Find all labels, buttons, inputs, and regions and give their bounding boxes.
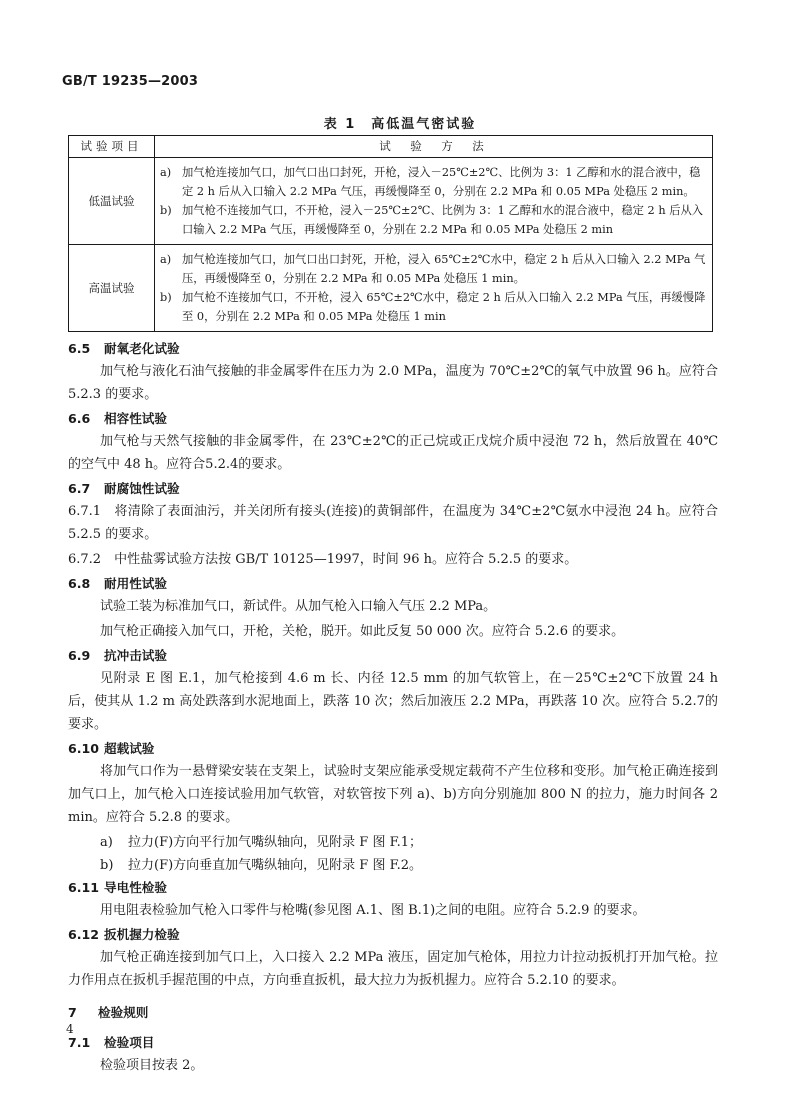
section-6-10 bbox=[68, 738, 718, 877]
method-mark: a) bbox=[160, 166, 172, 179]
col-header-method: 试 验 方 法 bbox=[155, 136, 713, 158]
method-text: 加气枪连接加气口，加气口出口封死，开枪，浸入 65℃±2℃水中，稳定 2 h 后从入口输入 2.2 MPa 气压，再缓慢降至 0，分别在 2.2 MPa 和 0.05 MPa 处稳压 1 min。 bbox=[182, 253, 706, 285]
section-title: 检验项目 bbox=[104, 1035, 155, 1050]
test-item-cell: 低温试验 bbox=[69, 158, 155, 245]
paragraph: 将加气口作为一悬臂梁安装在支架上，试验时支架应能承受规定载荷不产生位移和变形。加气枪正确连接到加气口上，加气枪入口连接试验用加气软管，对软管按下列 a)、b)方向分别施加 800 N 的拉力，施力时间各 2 min。应符合 5.2.8 的要求。 bbox=[68, 764, 718, 825]
paragraph bbox=[68, 500, 718, 546]
document-body bbox=[68, 338, 718, 1079]
section-heading bbox=[68, 408, 718, 430]
section-number: 6.6 bbox=[68, 411, 91, 426]
list-mark: a) bbox=[100, 835, 113, 850]
paragraph: 见附录 E 图 E.1，加气枪接到 4.6 m 长、内径 12.5 mm 的加气软管上，在－25℃±2℃下放置 24 h 后，使其从 1.2 m 高处跌落到水泥地面上，跌落 10 次；然后加液压 2.2 MPa，再跌落 10 次。应符合 5.2.7的要求。 bbox=[68, 671, 718, 732]
method-mark: b) bbox=[160, 204, 172, 217]
page-number: 4 bbox=[66, 1022, 74, 1036]
section-6-5 bbox=[68, 338, 718, 406]
test-item-cell: 高温试验 bbox=[69, 245, 155, 332]
section-heading bbox=[68, 877, 718, 899]
section-title: 耐腐蚀性试验 bbox=[104, 481, 180, 496]
list-text: 拉力(F)方向平行加气嘴纵轴向，见附录 F 图 F.1； bbox=[128, 835, 422, 850]
test-method-cell bbox=[155, 245, 713, 332]
section-title: 抗冲击试验 bbox=[104, 648, 167, 663]
table-1 bbox=[68, 135, 713, 332]
subsection-text: 将清除了表面油污，并关闭所有接头(连接)的黄铜部件，在温度为 34℃±2℃氨水中浸泡 24 h。应符合 5.2.5 的要求。 bbox=[68, 504, 718, 542]
section-number: 6.10 bbox=[68, 741, 100, 756]
list-item bbox=[68, 831, 718, 854]
section-number: 6.11 bbox=[68, 880, 100, 895]
section-heading bbox=[68, 645, 718, 667]
section-title: 扳机握力检验 bbox=[104, 927, 180, 942]
section-number: 6.8 bbox=[68, 576, 91, 591]
section-6-8 bbox=[68, 573, 718, 643]
chapter-title: 检验规则 bbox=[98, 1005, 149, 1020]
subsection-text: 中性盐雾试验方法按 GB/T 10125—1997，时间 96 h。应符合 5.2.5 的要求。 bbox=[114, 552, 578, 567]
section-number: 6.7 bbox=[68, 481, 91, 496]
section-number: 7.1 bbox=[68, 1035, 91, 1050]
standard-header: GB/T 19235—2003 bbox=[62, 74, 199, 89]
section-6-11 bbox=[68, 877, 718, 922]
subsection-number: 6.7.1 bbox=[68, 504, 102, 519]
paragraph: 加气枪与天然气接触的非金属零件，在 23℃±2℃的正己烷或正戊烷介质中浸泡 72 h，然后放置在 40℃的空气中 48 h。应符合5.2.4的要求。 bbox=[68, 434, 718, 472]
method-text: 加气枪连接加气口，加气口出口封死，开枪，浸入－25℃±2℃、比例为 3：1 乙醇和水的混合液中，稳定 2 h 后从入口输入 2.2 MPa 气压，再缓慢降至 0，分别在 2.2 MPa 和 0.05 MPa 处稳压 2 min。 bbox=[182, 166, 701, 198]
method-text: 加气枪不连接加气口，不开枪，浸入－25℃±2℃、比例为 3：1 乙醇和水的混合液中，稳定 2 h 后从入口输入 2.2 MPa 气压，再缓慢降至 0，分别在 2.2 MPa 和 0.05 MPa 处稳压 2 min bbox=[182, 204, 704, 236]
paragraph: 检验项目按表 2。 bbox=[100, 1058, 204, 1073]
paragraph: 加气枪正确连接到加气口上，入口接入 2.2 MPa 液压，固定加气枪体，用拉力计拉动扳机打开加气枪。拉力作用点在扳机手握范围的中点，方向垂直扳机，最大拉力为扳机握力。应符合 5.2.10 的要求。 bbox=[68, 950, 718, 988]
table-row bbox=[69, 158, 713, 245]
section-heading bbox=[68, 1032, 718, 1054]
section-number: 6.5 bbox=[68, 341, 91, 356]
method-mark: a) bbox=[160, 253, 172, 266]
section-title: 相容性试验 bbox=[104, 411, 167, 426]
section-number: 6.12 bbox=[68, 927, 100, 942]
section-title: 耐用性试验 bbox=[104, 576, 167, 591]
col-header-item: 试验项目 bbox=[69, 136, 155, 158]
section-number: 6.9 bbox=[68, 648, 91, 663]
section-6-6 bbox=[68, 408, 718, 476]
section-7-1 bbox=[68, 1032, 718, 1077]
table-header-row bbox=[69, 136, 713, 158]
list-text: 拉力(F)方向垂直加气嘴纵轴向，见附录 F 图 F.2。 bbox=[128, 858, 422, 873]
section-title: 超载试验 bbox=[104, 741, 155, 756]
section-heading bbox=[68, 478, 718, 500]
test-method-cell bbox=[155, 158, 713, 245]
paragraph: 加气枪与液化石油气接触的非金属零件在压力为 2.0 MPa，温度为 70℃±2℃的氧气中放置 96 h。应符合 5.2.3 的要求。 bbox=[68, 364, 718, 402]
section-heading bbox=[68, 573, 718, 595]
chapter-number: 7 bbox=[68, 1005, 77, 1020]
paragraph: 用电阻表检验加气枪入口零件与枪嘴(参见图 A.1、图 B.1)之间的电阻。应符合 5.2.9 的要求。 bbox=[100, 903, 646, 918]
paragraph: 试验工装为标准加气口，新试件。从加气枪入口输入气压 2.2 MPa。 bbox=[100, 599, 497, 614]
list-item bbox=[68, 854, 718, 877]
section-title: 耐氧老化试验 bbox=[104, 341, 180, 356]
paragraph bbox=[68, 548, 718, 571]
method-line bbox=[160, 288, 706, 326]
subsection-number: 6.7.2 bbox=[68, 552, 102, 567]
list-mark: b) bbox=[100, 858, 114, 873]
method-mark: b) bbox=[160, 291, 172, 304]
table-row bbox=[69, 245, 713, 332]
method-text: 加气枪不连接加气口，不开枪，浸入 65℃±2℃水中，稳定 2 h 后从入口输入 2.2 MPa 气压，再缓慢降至 0，分别在 2.2 MPa 和 0.05 MPa 处稳压 1 min bbox=[182, 291, 706, 323]
section-heading bbox=[68, 924, 718, 946]
section-6-12 bbox=[68, 924, 718, 992]
section-6-9 bbox=[68, 645, 718, 736]
method-line bbox=[160, 163, 706, 201]
section-heading bbox=[68, 738, 718, 760]
chapter-heading bbox=[68, 1000, 718, 1026]
method-line bbox=[160, 201, 706, 239]
section-heading bbox=[68, 338, 718, 360]
section-6-7 bbox=[68, 478, 718, 571]
table-title: 表 1 高低温气密试验 bbox=[323, 117, 477, 132]
paragraph: 加气枪正确接入加气口，开枪，关枪，脱开。如此反复 50 000 次。应符合 5.2.6 的要求。 bbox=[100, 624, 625, 639]
section-title: 导电性检验 bbox=[104, 880, 167, 895]
method-line bbox=[160, 250, 706, 288]
